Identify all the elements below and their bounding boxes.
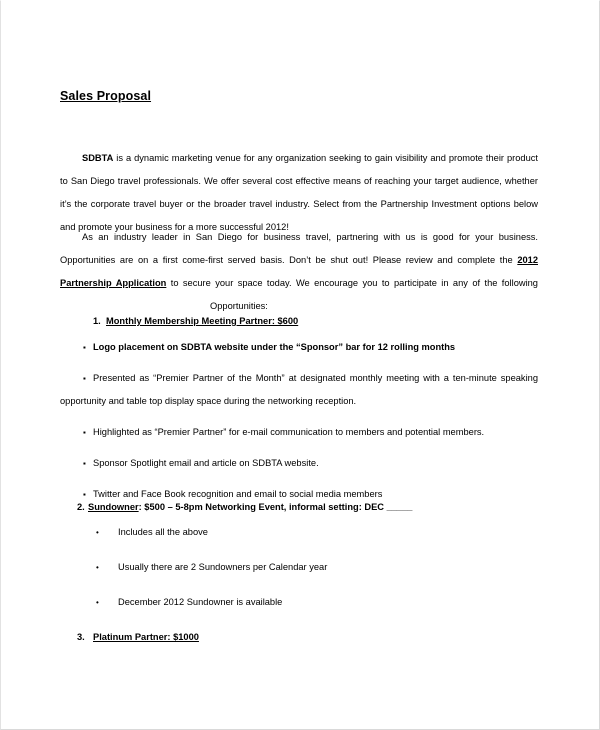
section-2-bullet-list [60, 523, 538, 628]
opportunities-paragraph-part1: As an industry leader in San Diego for business travel, partnering with us is good for your business. Opportunities are on a first come-first served basis. Don’t be shut out! Please review and complete the [60, 232, 538, 266]
section-heading-3 [77, 632, 199, 642]
list-item-label: Presented as “Premier Partner of the Month” at designated monthly meeting with a ten-minute speaking opportunity and table top display space during the networking reception. [60, 373, 538, 406]
section-1-bullet-list [60, 336, 538, 514]
list-item-label: December 2012 Sundowner is available [118, 597, 283, 607]
list-item-label: Highlighted as “Premier Partner” for e-mail communication to members and potential members. [93, 427, 485, 437]
list-item-label: Sponsor Spotlight email and article on SDBTA website. [93, 458, 319, 468]
square-bullet-icon: ▪ [83, 343, 86, 352]
square-bullet-icon: ▪ [83, 428, 86, 437]
list-item [60, 452, 538, 475]
section-heading-1 [93, 316, 298, 326]
opportunities-label: Opportunities: [210, 301, 268, 312]
list-item-label: Twitter and Face Book recognition and email to social media members [93, 489, 383, 499]
section-heading-2 [77, 502, 412, 512]
list-item-label: Logo placement on SDBTA website under the “Sponsor” bar for 12 rolling months [93, 342, 456, 352]
list-item [60, 523, 538, 542]
section-number-3: 3. [77, 632, 85, 642]
section-title-2-details: : $500 – 5-8pm Networking Event, informal setting: DEC _____ [138, 502, 413, 512]
opportunities-paragraph-part2: to secure your space today. We encourage you to participate in any of the following [166, 278, 538, 289]
opportunities-paragraph [60, 226, 538, 318]
section-title-2: Sundowner [88, 502, 139, 512]
section-number-1: 1. [93, 316, 101, 326]
partnership-application-link[interactable]: 2012 Partnership Application [60, 255, 538, 289]
list-item [60, 367, 538, 413]
round-bullet-icon: • [96, 563, 99, 572]
intro-paragraph-body: is a dynamic marketing venue for any organization seeking to gain visibility and promote their product to San Diego travel professionals. We offer several cost effective means of reaching your target audience, whether it’s the corporate travel buyer or the broader travel industry. Select from the Partnership Investment options below and promote your business for a more successful 2012! [60, 153, 538, 233]
round-bullet-icon: • [96, 528, 99, 537]
list-item [60, 558, 538, 577]
list-item [60, 593, 538, 612]
section-title-3: Platinum Partner: $1000 [93, 632, 199, 642]
section-number-2: 2. [77, 502, 85, 512]
square-bullet-icon: ▪ [83, 374, 86, 383]
sdbta-bold-label: SDBTA [82, 153, 114, 164]
list-item-label: Usually there are 2 Sundowners per Calendar year [118, 562, 328, 572]
list-item [60, 336, 538, 359]
square-bullet-icon: ▪ [83, 459, 86, 468]
list-item-label: Includes all the above [118, 527, 208, 537]
square-bullet-icon: ▪ [83, 490, 86, 499]
page-title: Sales Proposal [60, 89, 152, 103]
list-item [60, 421, 538, 444]
section-title-1: Monthly Membership Meeting Partner: $600 [106, 316, 299, 326]
round-bullet-icon: • [96, 598, 99, 607]
